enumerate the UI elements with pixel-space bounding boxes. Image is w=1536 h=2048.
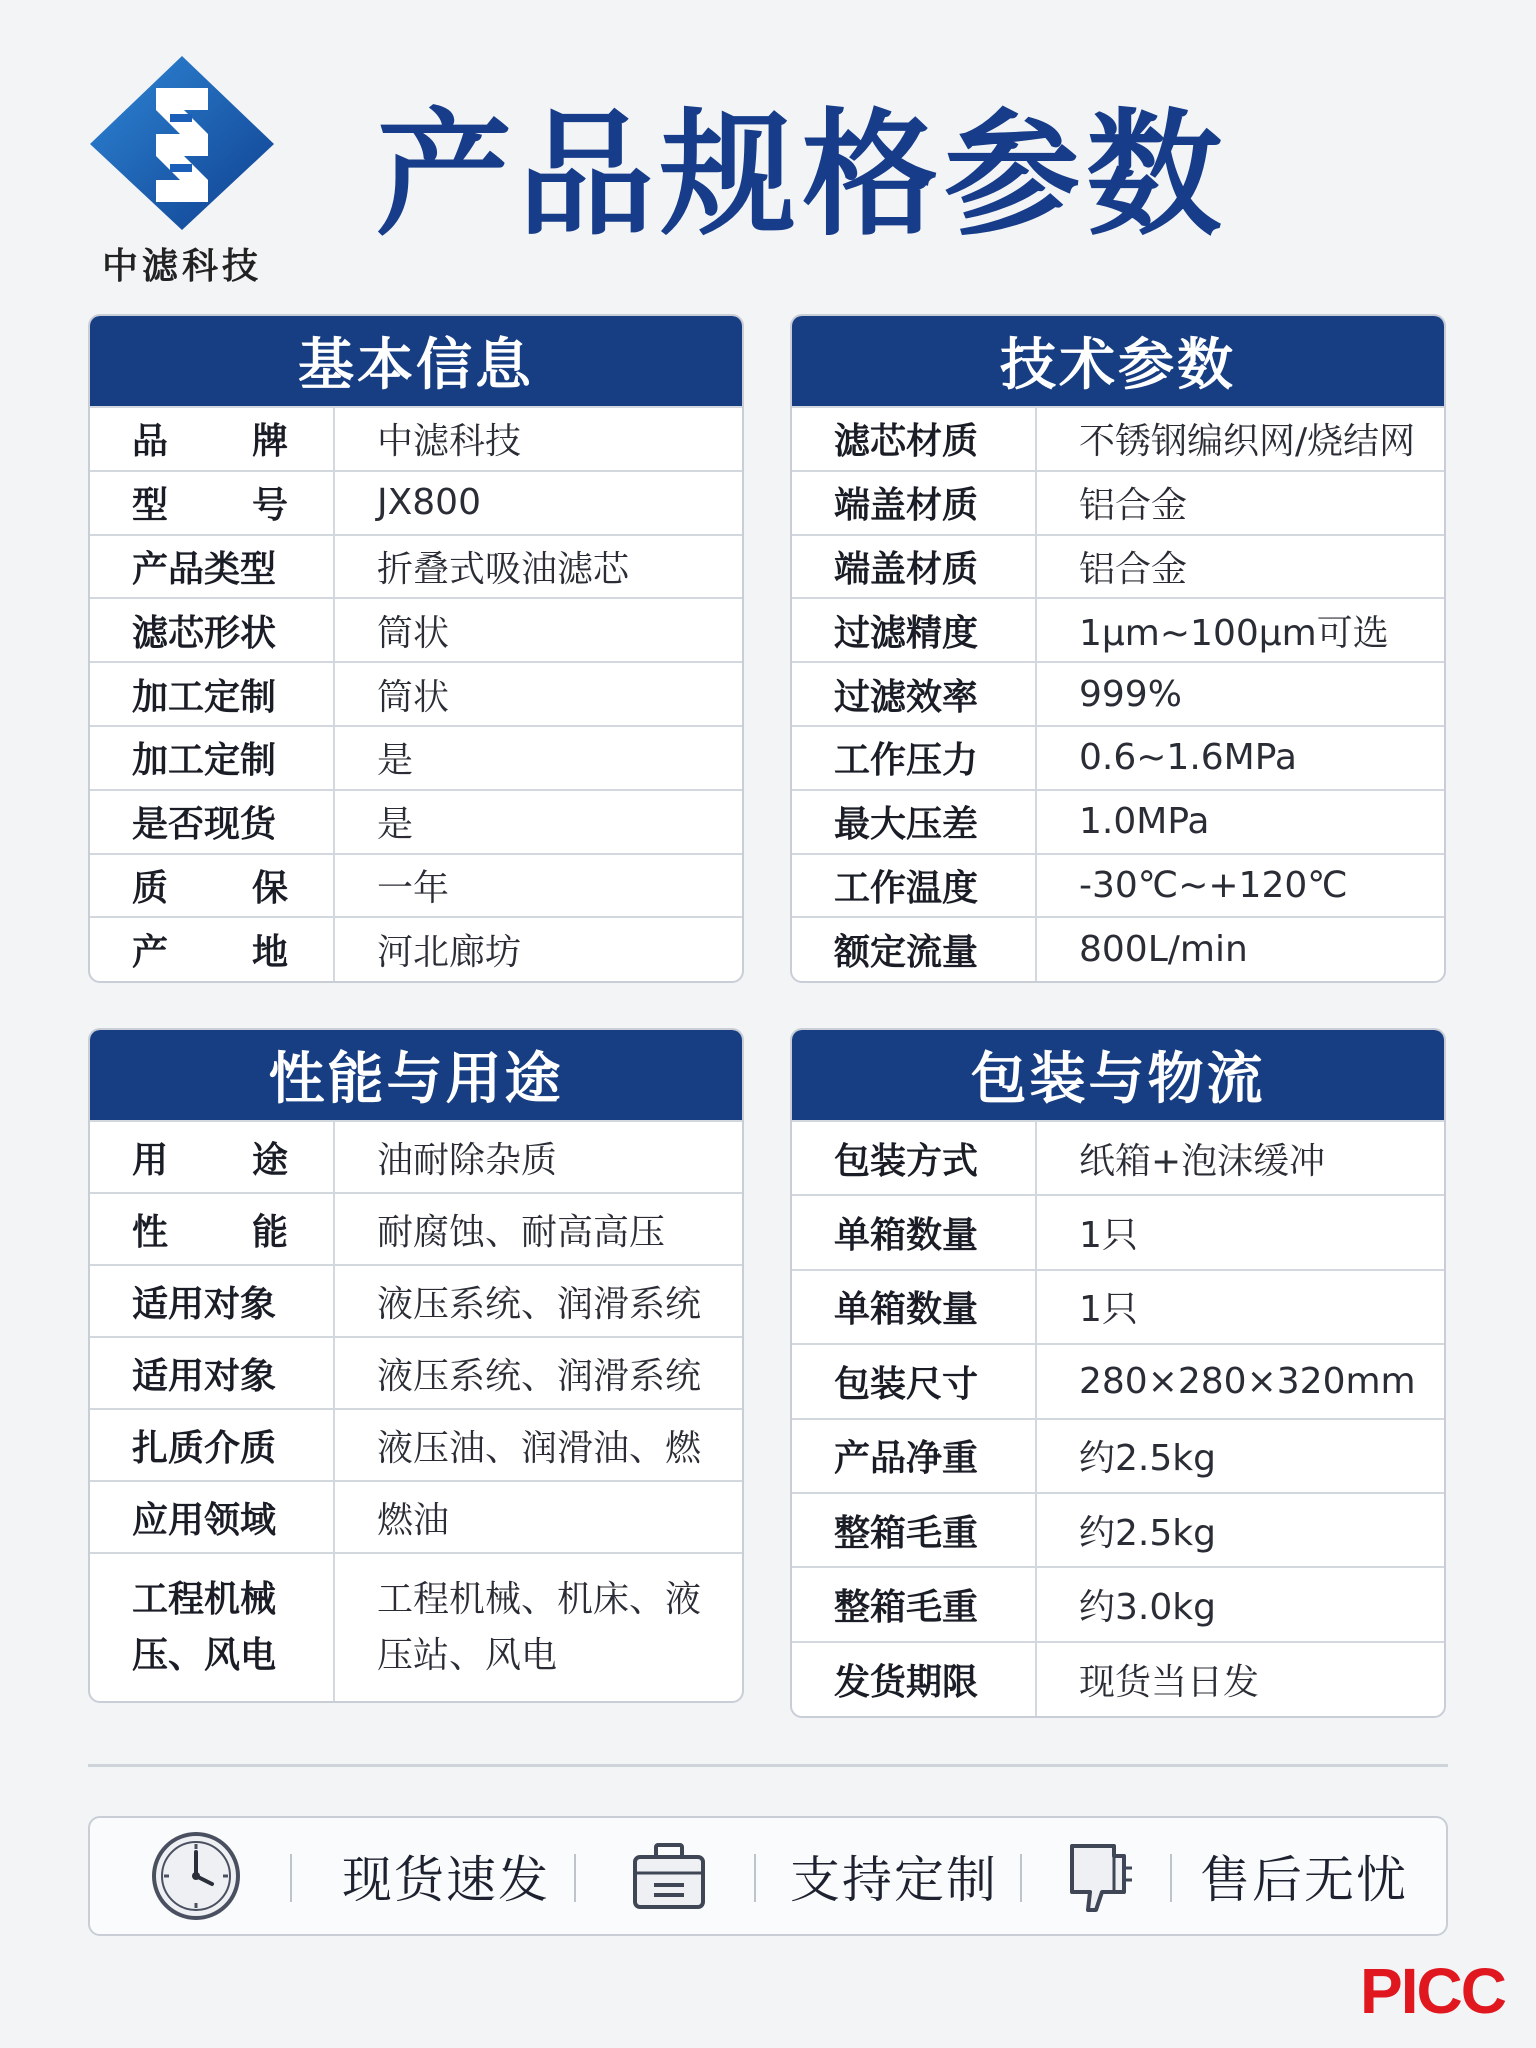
toolbox-icon (630, 1837, 708, 1915)
row-value: 是 (334, 790, 742, 854)
company-logo (84, 52, 280, 292)
table-row (792, 1642, 1444, 1716)
basic-info-title: 基本信息 (90, 316, 742, 406)
row-value: 液压系统、润滑系统 (334, 1265, 742, 1337)
row-value: -30℃~+120℃ (1036, 854, 1444, 918)
feature-label-wrap (1200, 1818, 1408, 1934)
table-row (90, 1265, 742, 1337)
tech-params-card (790, 314, 1446, 983)
table-row (792, 790, 1444, 854)
row-key: 加工定制 (90, 662, 334, 726)
thumbs-up-icon (1066, 1836, 1142, 1916)
feature-label-wrap (342, 1818, 550, 1934)
row-value: 280×280×320mm (1036, 1344, 1444, 1418)
separator (574, 1854, 576, 1902)
row-key: 发货期限 (792, 1642, 1036, 1716)
row-key: 用 途 (90, 1121, 334, 1193)
row-key: 产 地 (90, 917, 334, 981)
page-title: 产品规格参数 (376, 97, 1228, 255)
row-key: 包装方式 (792, 1121, 1036, 1195)
table-row (792, 407, 1444, 471)
row-value: 工程机械、机床、液 压站、风电 (334, 1553, 742, 1701)
table-row (90, 854, 742, 918)
table-row (792, 535, 1444, 599)
clock-icon (150, 1830, 242, 1922)
performance-card (88, 1028, 744, 1703)
table-row (90, 1553, 742, 1701)
row-key: 工作温度 (792, 854, 1036, 918)
row-key: 产品净重 (792, 1419, 1036, 1493)
row-value: 是 (334, 726, 742, 790)
table-row (90, 1193, 742, 1265)
row-value: 不锈钢编织网/烧结网 (1036, 407, 1444, 471)
row-value: JX800 (334, 471, 742, 535)
row-value: 燃油 (334, 1481, 742, 1553)
table-row (792, 1195, 1444, 1269)
feature-label: 售后无忧 (1200, 1851, 1408, 1909)
row-key: 滤芯形状 (90, 598, 334, 662)
table-row (90, 407, 742, 471)
table-row (792, 662, 1444, 726)
table-row (90, 1337, 742, 1409)
row-key: 产品类型 (90, 535, 334, 599)
separator (754, 1854, 756, 1902)
table-row (90, 726, 742, 790)
row-key: 整箱毛重 (792, 1567, 1036, 1641)
row-key: 单箱数量 (792, 1195, 1036, 1269)
separator (1020, 1854, 1022, 1902)
row-value: 油耐除杂质 (334, 1121, 742, 1193)
table-row (792, 1419, 1444, 1493)
row-value: 铝合金 (1036, 535, 1444, 599)
table-row (792, 726, 1444, 790)
row-value: 约2.5kg (1036, 1419, 1444, 1493)
row-value: 筒状 (334, 662, 742, 726)
row-key: 应用领域 (90, 1481, 334, 1553)
row-key: 过滤效率 (792, 662, 1036, 726)
table-row (90, 598, 742, 662)
table-row (90, 1121, 742, 1193)
table-row (792, 1344, 1444, 1418)
row-key: 端盖材质 (792, 471, 1036, 535)
table-row (90, 1409, 742, 1481)
row-key: 品 牌 (90, 407, 334, 471)
row-key: 工程机械 压、风电 (90, 1553, 334, 1701)
row-value: 中滤科技 (334, 407, 742, 471)
row-value: 一年 (334, 854, 742, 918)
table-row (792, 1121, 1444, 1195)
logo-mark-icon (84, 52, 280, 232)
feature-after-sales (1066, 1818, 1142, 1934)
basic-info-card (88, 314, 744, 983)
divider (88, 1764, 1448, 1767)
row-key: 型 号 (90, 471, 334, 535)
basic-info-table (90, 406, 742, 981)
performance-title: 性能与用途 (90, 1030, 742, 1120)
performance-table (90, 1120, 742, 1701)
row-key: 性 能 (90, 1193, 334, 1265)
row-key: 最大压差 (792, 790, 1036, 854)
logo-text: 中滤科技 (101, 246, 262, 287)
feature-label: 支持定制 (790, 1851, 998, 1909)
row-value: 1只 (1036, 1270, 1444, 1344)
row-value: 液压油、润滑油、燃 (334, 1409, 742, 1481)
table-row (90, 471, 742, 535)
feature-customization (630, 1818, 708, 1934)
row-key: 包装尺寸 (792, 1344, 1036, 1418)
row-value: 筒状 (334, 598, 742, 662)
row-value: 999% (1036, 662, 1444, 726)
separator (1170, 1854, 1172, 1902)
packaging-table (792, 1120, 1444, 1716)
table-row (792, 917, 1444, 981)
row-key: 过滤精度 (792, 598, 1036, 662)
row-value: 耐腐蚀、耐高高压 (334, 1193, 742, 1265)
table-row (792, 598, 1444, 662)
row-key: 工作压力 (792, 726, 1036, 790)
row-key: 扎质介质 (90, 1409, 334, 1481)
row-value: 0.6~1.6MPa (1036, 726, 1444, 790)
row-value: 铝合金 (1036, 471, 1444, 535)
row-key: 加工定制 (90, 726, 334, 790)
table-row (792, 1270, 1444, 1344)
feature-label-wrap (790, 1818, 998, 1934)
packaging-card (790, 1028, 1446, 1718)
table-row (792, 854, 1444, 918)
feature-fast-shipping (150, 1818, 242, 1934)
feature-bar (88, 1816, 1448, 1936)
picc-logo: PICC (1360, 1955, 1505, 2027)
table-row (90, 790, 742, 854)
separator (290, 1854, 292, 1902)
tech-params-title: 技术参数 (792, 316, 1444, 406)
table-row (792, 1493, 1444, 1567)
row-key: 滤芯材质 (792, 407, 1036, 471)
feature-label: 现货速发 (342, 1851, 550, 1909)
row-value: 现货当日发 (1036, 1642, 1444, 1716)
row-key: 质 保 (90, 854, 334, 918)
row-value: 约3.0kg (1036, 1567, 1444, 1641)
packaging-title: 包装与物流 (792, 1030, 1444, 1120)
row-value: 约2.5kg (1036, 1493, 1444, 1567)
row-value: 河北廊坊 (334, 917, 742, 981)
row-key: 是否现货 (90, 790, 334, 854)
row-value: 纸箱+泡沫缓冲 (1036, 1121, 1444, 1195)
row-key: 适用对象 (90, 1265, 334, 1337)
tech-params-table (792, 406, 1444, 981)
row-key: 端盖材质 (792, 535, 1036, 599)
row-value: 液压系统、润滑系统 (334, 1337, 742, 1409)
table-row (90, 917, 742, 981)
row-value: 1.0MPa (1036, 790, 1444, 854)
row-value: 1μm~100μm可选 (1036, 598, 1444, 662)
row-key: 适用对象 (90, 1337, 334, 1409)
table-row (792, 471, 1444, 535)
table-row (792, 1567, 1444, 1641)
row-value: 1只 (1036, 1195, 1444, 1269)
row-key: 整箱毛重 (792, 1493, 1036, 1567)
row-key: 单箱数量 (792, 1270, 1036, 1344)
row-value: 折叠式吸油滤芯 (334, 535, 742, 599)
table-row (90, 662, 742, 726)
table-row (90, 535, 742, 599)
table-row (90, 1481, 742, 1553)
row-value: 800L/min (1036, 917, 1444, 981)
row-key: 额定流量 (792, 917, 1036, 981)
